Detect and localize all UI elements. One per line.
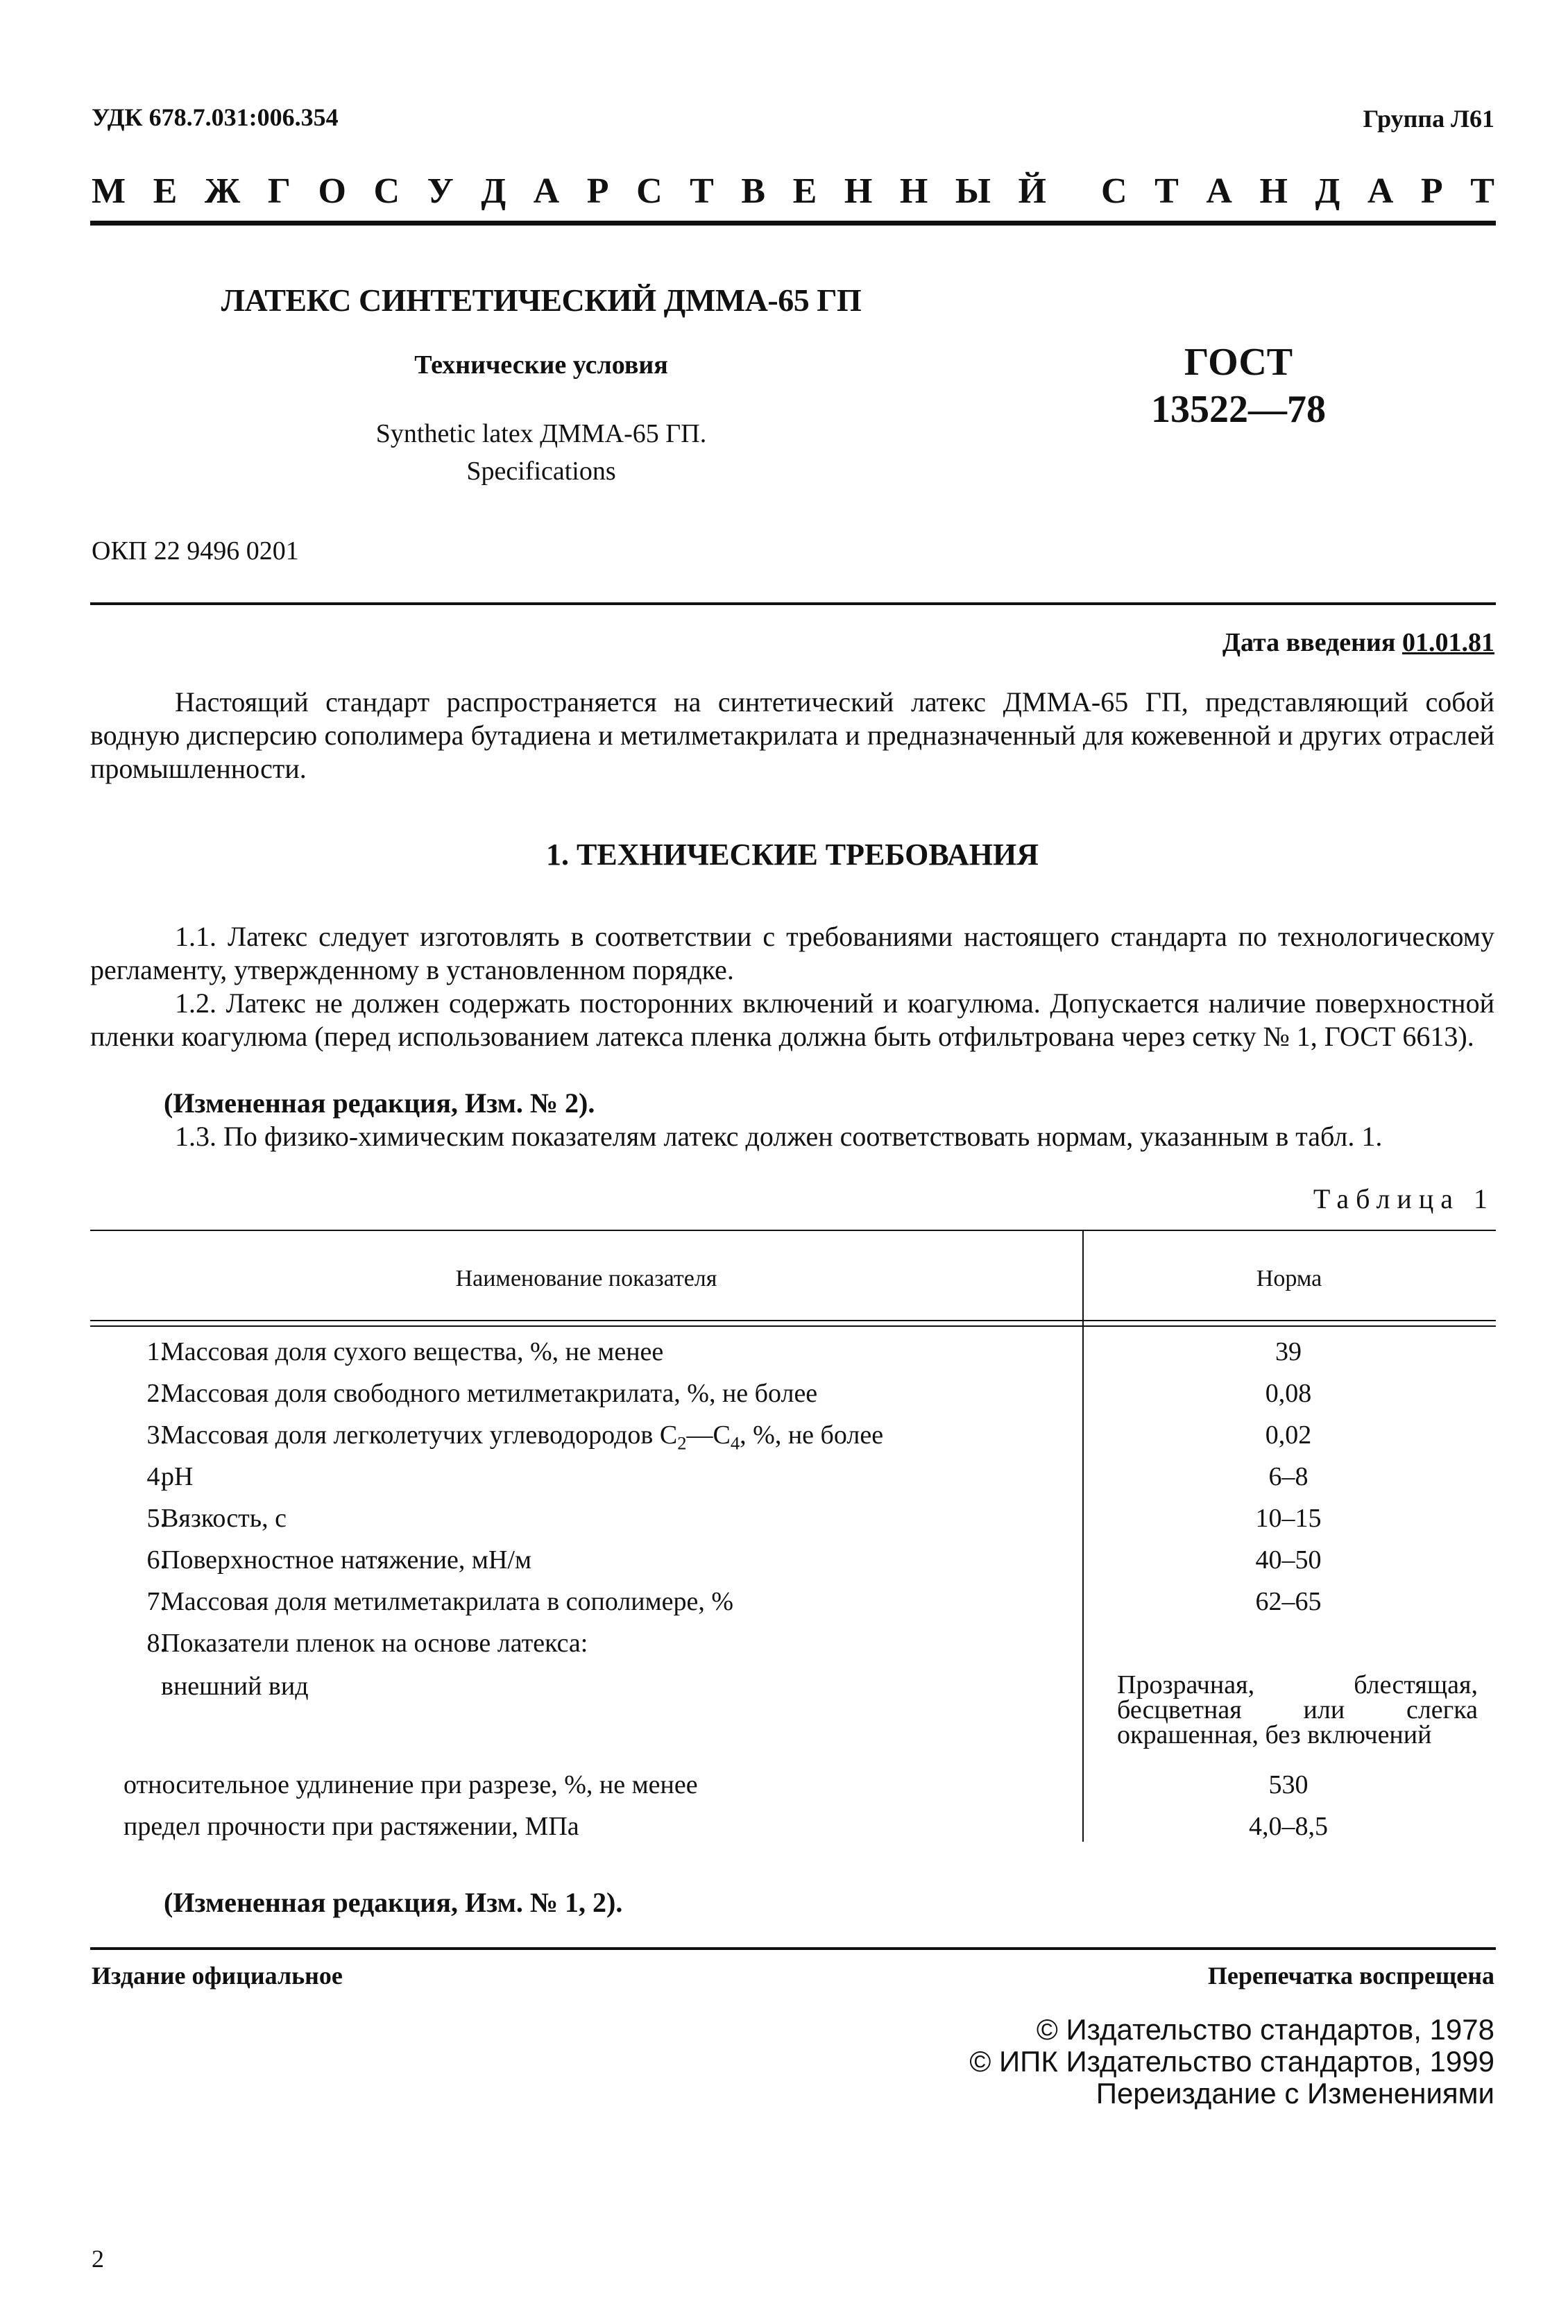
banner-letter: Р xyxy=(1420,171,1443,211)
row-number: 2. xyxy=(146,1379,167,1408)
banner-rule xyxy=(90,221,1496,226)
row-name-subscript: 2 xyxy=(677,1432,687,1454)
okp-code: ОКП 22 9496 0201 xyxy=(92,536,299,566)
row-name: предел прочности при растяжении, МПа xyxy=(123,1812,579,1841)
group-code: Группа Л61 xyxy=(1363,105,1494,133)
table-header-name: Наименование показателя xyxy=(455,1266,717,1291)
row-number: 7. xyxy=(146,1587,167,1616)
amendment-note: (Измененная редакция, Изм. № 2). xyxy=(164,1087,595,1119)
banner-letter: Е xyxy=(792,171,817,211)
banner-letter: С xyxy=(1101,171,1127,211)
row-name: Массовая доля сухого вещества, %, не менее xyxy=(161,1337,664,1366)
table-caption: Таблица 1 xyxy=(1313,1183,1494,1214)
english-title-line: Synthetic latex ДММА-65 ГП. xyxy=(375,419,707,448)
row-value: 39 xyxy=(1275,1337,1302,1366)
banner-letter: Т xyxy=(690,171,714,211)
banner-letter: Ж xyxy=(204,171,241,211)
section-heading: 1. ТЕХНИЧЕСКИЕ ТРЕБОВАНИЯ xyxy=(546,838,1039,872)
date-value: 01.01.81 xyxy=(1402,628,1494,657)
standard-banner xyxy=(92,171,1494,212)
row-number: 1. xyxy=(146,1337,167,1366)
row-number: 3. xyxy=(146,1420,167,1450)
row-value: 10–15 xyxy=(1255,1504,1322,1533)
row-name: pH xyxy=(161,1462,194,1491)
document-title: ЛАТЕКС СИНТЕТИЧЕСКИЙ ДММА-65 ГП xyxy=(221,282,862,318)
table-top-rule xyxy=(90,1230,1496,1231)
row-number: 6. xyxy=(146,1545,167,1575)
row-name: Массовая доля свободного метилметакрилата, %, не более xyxy=(161,1379,818,1408)
gost-number: 13522—78 xyxy=(1151,388,1326,431)
banner-letter: В xyxy=(741,171,766,211)
english-title-line: Specifications xyxy=(466,457,616,486)
row-name: Массовая доля метилметакрилата в сополимере, % xyxy=(161,1587,734,1616)
banner-letter: Т xyxy=(1470,171,1494,211)
copyright-block xyxy=(969,2014,1494,2110)
banner-letter: Д xyxy=(481,171,506,211)
banner-letter: Т xyxy=(1154,171,1179,211)
banner-letter: Д xyxy=(1315,171,1340,211)
row-value: 0,08 xyxy=(1265,1379,1312,1408)
banner-letter: Г xyxy=(267,171,291,211)
gost-label: ГОСТ xyxy=(1184,341,1293,384)
row-name: Поверхностное натяжение, мН/м xyxy=(161,1545,532,1575)
introduction-date xyxy=(1222,627,1494,658)
banner-letter: Е xyxy=(153,171,178,211)
title-rule xyxy=(90,602,1496,605)
page-number: 2 xyxy=(92,2245,104,2273)
clause-1-2: 1.2. Латекс не должен содержать посторонних включений и коагулюма. Допускается наличие поверхностной пленки коагулюма (перед использованием латекса пленка должна быть отфильтрована через сетку № 1, ГОСТ 6613). xyxy=(90,987,1494,1052)
row-value: 6–8 xyxy=(1268,1462,1309,1491)
row-name: относительное удлинение при разрезе, %, не менее xyxy=(123,1770,698,1799)
row-name xyxy=(161,1421,1132,1457)
date-label: Дата введения xyxy=(1222,628,1396,657)
row-name-part: , %, не более xyxy=(740,1420,884,1450)
row-name: внешний вид xyxy=(161,1672,309,1701)
english-title xyxy=(90,415,992,490)
document-subtitle: Технические условия xyxy=(414,350,668,380)
table-column-divider xyxy=(1082,1230,1084,1842)
banner-letter: Ы xyxy=(955,171,991,211)
banner-letter: Н xyxy=(1259,171,1288,211)
banner-letter: М xyxy=(92,171,126,211)
row-name-part: Массовая доля легколетучих углеводородов С xyxy=(161,1420,678,1450)
intro-paragraph: Настоящий стандарт распространяется на синтетический латекс ДММА-65 ГП, представляющий собой водную дисперсию сополимера бутадиена и метилметакрилата и предназначенный для кожевенной и других отраслей промышленности. xyxy=(90,686,1494,784)
copyright-line: © Издательство стандартов, 1978 xyxy=(1036,2013,1494,2046)
row-value: 0,02 xyxy=(1265,1420,1312,1450)
row-value: 40–50 xyxy=(1255,1545,1322,1575)
banner-letter: Й xyxy=(1018,171,1046,211)
banner-letter: Р xyxy=(586,171,609,211)
row-name-part: —С xyxy=(686,1420,731,1450)
banner-letter: Н xyxy=(844,171,873,211)
banner-letter: А xyxy=(1206,171,1232,211)
row-value: 4,0–8,5 xyxy=(1249,1812,1328,1841)
table-amendment-note: (Измененная редакция, Изм. № 1, 2). xyxy=(164,1887,623,1918)
banner-letter: О xyxy=(318,171,346,211)
clause-1-3: 1.3. По физико-химическим показателям латекс должен соответствовать нормам, указанным в табл. 1. xyxy=(175,1121,1383,1152)
row-value: Прозрачная, блестящая, бесцветная или слегка окрашенная, без включений xyxy=(1117,1670,1478,1749)
gost-designation xyxy=(1082,339,1395,433)
udk-code: УДК 678.7.031:006.354 xyxy=(92,103,339,131)
copyright-line: © ИПК Издательство стандартов, 1999 xyxy=(969,2045,1494,2078)
table-header-rule xyxy=(90,1320,1496,1321)
row-name-subscript: 4 xyxy=(730,1432,740,1454)
official-edition: Издание официальное xyxy=(92,1962,343,1990)
footer-rule xyxy=(90,1947,1496,1950)
table-header-rule-double xyxy=(90,1325,1496,1327)
reprint-prohibited: Перепечатка воспрещена xyxy=(1207,1962,1494,1990)
row-number: 4. xyxy=(146,1462,167,1491)
banner-letter: Н xyxy=(899,171,928,211)
banner-letter: У xyxy=(427,171,454,211)
row-name: Вязкость, с xyxy=(161,1504,287,1533)
banner-letter: С xyxy=(373,171,400,211)
banner-letter: А xyxy=(1367,171,1394,211)
row-value: 62–65 xyxy=(1255,1587,1322,1616)
row-number: 5. xyxy=(146,1504,167,1533)
banner-letter: С xyxy=(636,171,663,211)
row-value: 530 xyxy=(1268,1770,1309,1799)
clause-1-1: 1.1. Латекс следует изготовлять в соответствии с требованиями настоящего стандарта по технологическому регламенту, утвержденному в установленном порядке. xyxy=(90,921,1494,985)
table-header-norm: Норма xyxy=(1256,1266,1322,1291)
reissue-line: Переиздание с Изменениями xyxy=(1096,2077,1494,2110)
row-name: Показатели пленок на основе латекса: xyxy=(161,1629,588,1658)
row-number: 8. xyxy=(146,1629,167,1658)
banner-letter: А xyxy=(533,171,560,211)
